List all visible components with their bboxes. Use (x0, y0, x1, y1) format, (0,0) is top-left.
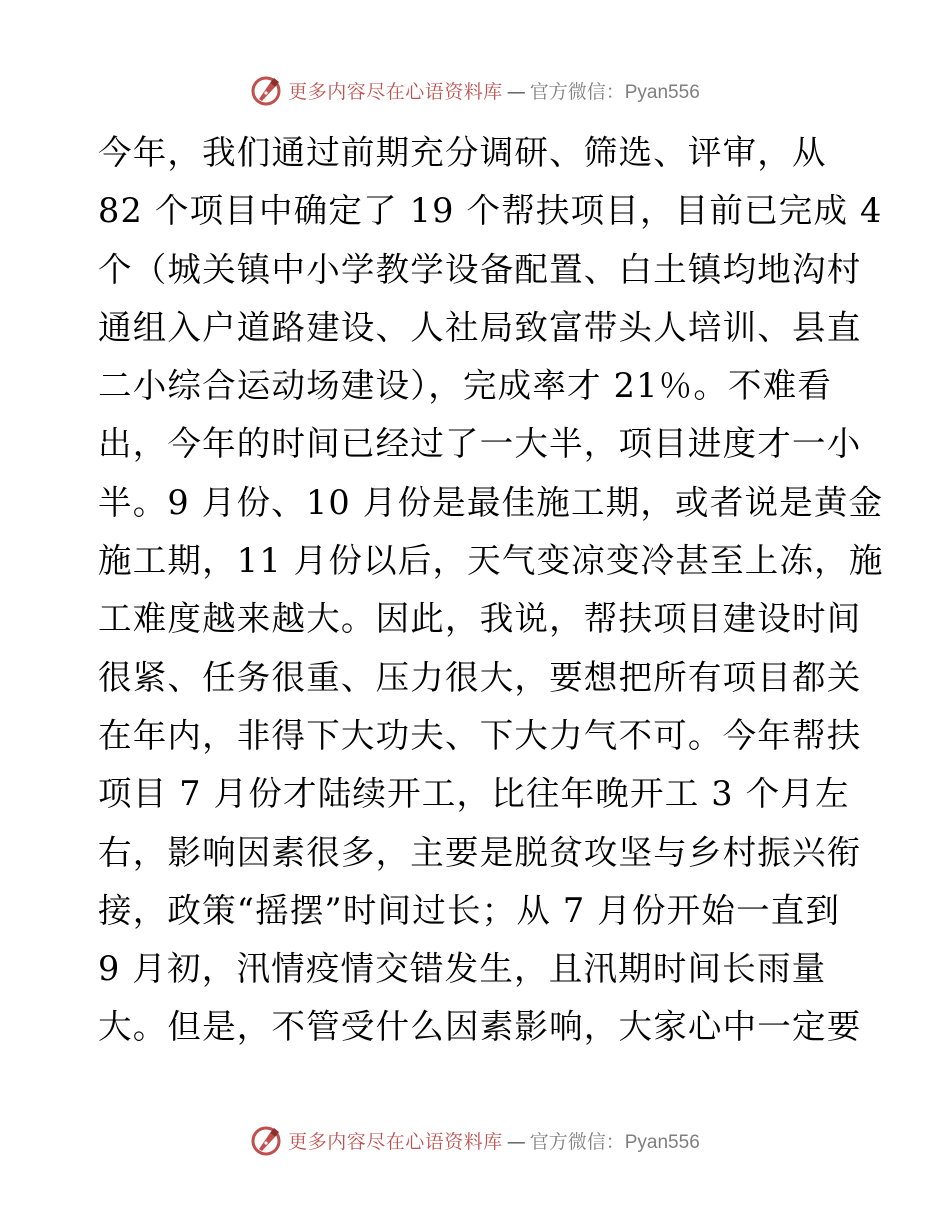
body-line: 接，政策“摇摆”时间过长；从 7 月份开始一直到 (98, 890, 841, 930)
body-line: 很紧、任务很重、压力很大，要想把所有项目都关 (98, 657, 862, 697)
footer-banner (0, 1120, 950, 1160)
pen-nib-logo-icon (250, 74, 282, 106)
body-line: 通组入户道路建设、人社局致富带头人培训、县直 (98, 307, 862, 347)
header-wechat-label: 官方微信： (529, 80, 625, 103)
header-separator: — (506, 80, 526, 103)
header-promo-text: 更多内容尽在心语资料库 (288, 80, 503, 103)
document-body (98, 124, 884, 1057)
footer-separator: — (506, 1130, 526, 1153)
footer-wechat-id: Pyan556 (624, 1131, 700, 1153)
body-line: 半。9 月份、10 月份是最佳施工期，或者说是黄金 (98, 482, 884, 522)
body-line: 今年，我们通过前期充分调研、筛选、评审，从 (98, 133, 827, 172)
pen-nib-logo-icon (250, 1124, 282, 1156)
body-line: 二小综合运动场建设），完成率才 21％。不难看 (98, 366, 833, 406)
body-line: 施工期，11 月份以后，天气变凉变冷甚至上冻，施 (98, 541, 884, 581)
body-line: 个（城关镇中小学教学设备配置、白土镇均地沟村 (98, 249, 862, 289)
body-line: 大。但是，不管受什么因素影响，大家心中一定要 (98, 1007, 862, 1047)
footer-text (288, 1127, 700, 1154)
header-text (288, 77, 700, 104)
footer-promo-text: 更多内容尽在心语资料库 (288, 1130, 503, 1153)
header-wechat-id: Pyan556 (624, 81, 700, 103)
body-line: 9 月初，汛情疫情交错发生，且汛期时间长雨量 (98, 949, 827, 989)
body-line: 82 个项目中确定了 19 个帮扶项目，目前已完成 4 (98, 191, 883, 231)
body-line: 工难度越来越大。因此，我说，帮扶项目建设时间 (98, 599, 862, 639)
body-line: 项目 7 月份才陆续开工，比往年晚开工 3 个月左 (98, 774, 850, 814)
footer-wechat-label: 官方微信： (529, 1130, 625, 1153)
body-line: 在年内，非得下大功夫、下大力气不可。今年帮扶 (98, 715, 862, 755)
body-line: 右，影响因素很多，主要是脱贫攻坚与乡村振兴衔 (98, 832, 862, 872)
body-line: 出，今年的时间已经过了一大半，项目进度才一小 (98, 424, 862, 464)
header-banner (0, 70, 950, 110)
